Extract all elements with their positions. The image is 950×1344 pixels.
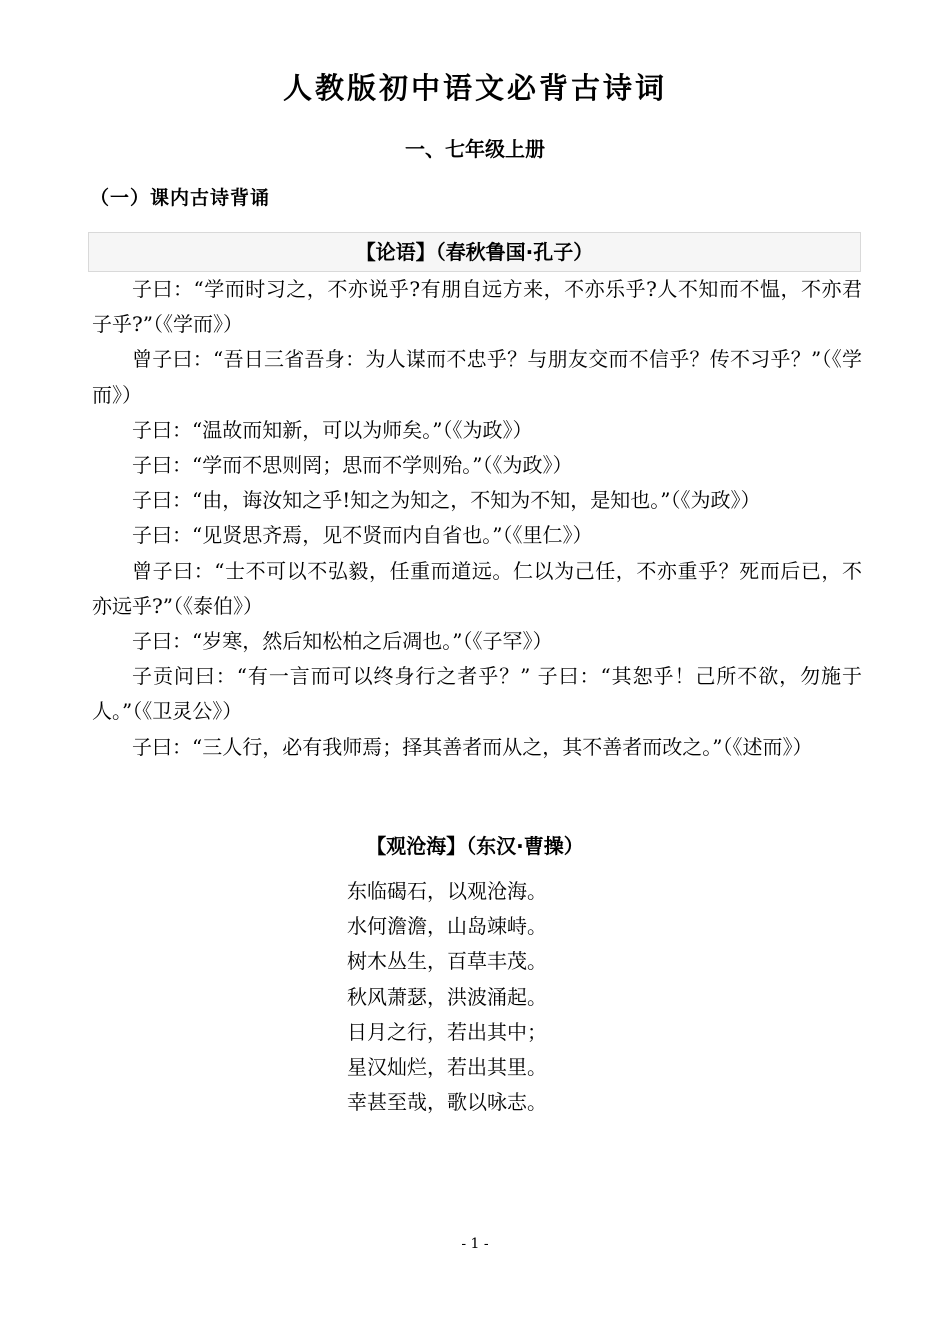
analects-paragraph: 子贡问曰：“有一言而可以终身行之者乎？” 子曰：“其恕乎！己所不欲，勿施于人。”（《卫灵公》）: [92, 664, 862, 724]
analects-paragraph: 子曰：“学而不思则罔；思而不学则殆。”（《为政》）: [132, 453, 573, 478]
analects-paragraph: 曾子曰：“吾日三省吾身：为人谋而不忠乎？与朋友交而不信乎？传不习乎？”（《学而》）: [92, 347, 862, 407]
analects-paragraph: 子曰：“岁寒，然后知松柏之后凋也。”（《子罕》）: [132, 629, 553, 654]
poem-text: [347, 874, 547, 1120]
analects-text: [92, 272, 862, 765]
grade-heading: 一、七年级上册: [405, 137, 545, 161]
analects-paragraph: 子曰：“由，诲汝知之乎!知之为知之，不知为不知，是知也。”（《为政》）: [132, 488, 761, 513]
analects-paragraph: 子曰：“三人行，必有我师焉；择其善者而从之，其不善者而改之。”（《述而》）: [132, 734, 813, 759]
poem-line: 东临碣石，以观沧海。: [347, 879, 547, 903]
analects-paragraph: 子曰：“温故而知新，可以为师矣。”（《为政》）: [132, 417, 533, 442]
analects-paragraph: 子曰：“见贤思齐焉，见不贤而内自省也。”（《里仁》）: [132, 523, 593, 548]
poem-line: 幸甚至哉，歌以咏志。: [347, 1090, 547, 1115]
poem-line: 星汉灿烂，若出其里。: [347, 1055, 547, 1080]
poem-line: 日月之行，若出其中；: [347, 1019, 547, 1044]
poem-line: 秋风萧瑟，洪波涌起。: [347, 984, 547, 1009]
analects-paragraph: 子曰：“学而时习之，不亦说乎?有朋自远方来，不亦乐乎?人不知而不愠，不亦君子乎?”（《学而》）: [92, 277, 862, 337]
analects-title: 【论语】（春秋鲁国·孔子）: [88, 232, 861, 272]
poem-line: 树木丛生，百草丰茂。: [347, 949, 547, 974]
document-title: 人教版初中语文必背古诗词: [282, 71, 667, 105]
section-heading: （一）课内古诗背诵: [90, 187, 271, 209]
poem-line: 水何澹澹，山岛竦峙。: [347, 914, 547, 939]
page-number: - 1 -: [461, 1236, 489, 1252]
poem-title: 【观沧海】（东汉·曹操）: [366, 834, 584, 858]
analects-paragraph: 曾子曰：“士不可以不弘毅，任重而道远。仁以为己任，不亦重乎？死而后已，不亦远乎?”（《泰伯》）: [92, 558, 862, 618]
